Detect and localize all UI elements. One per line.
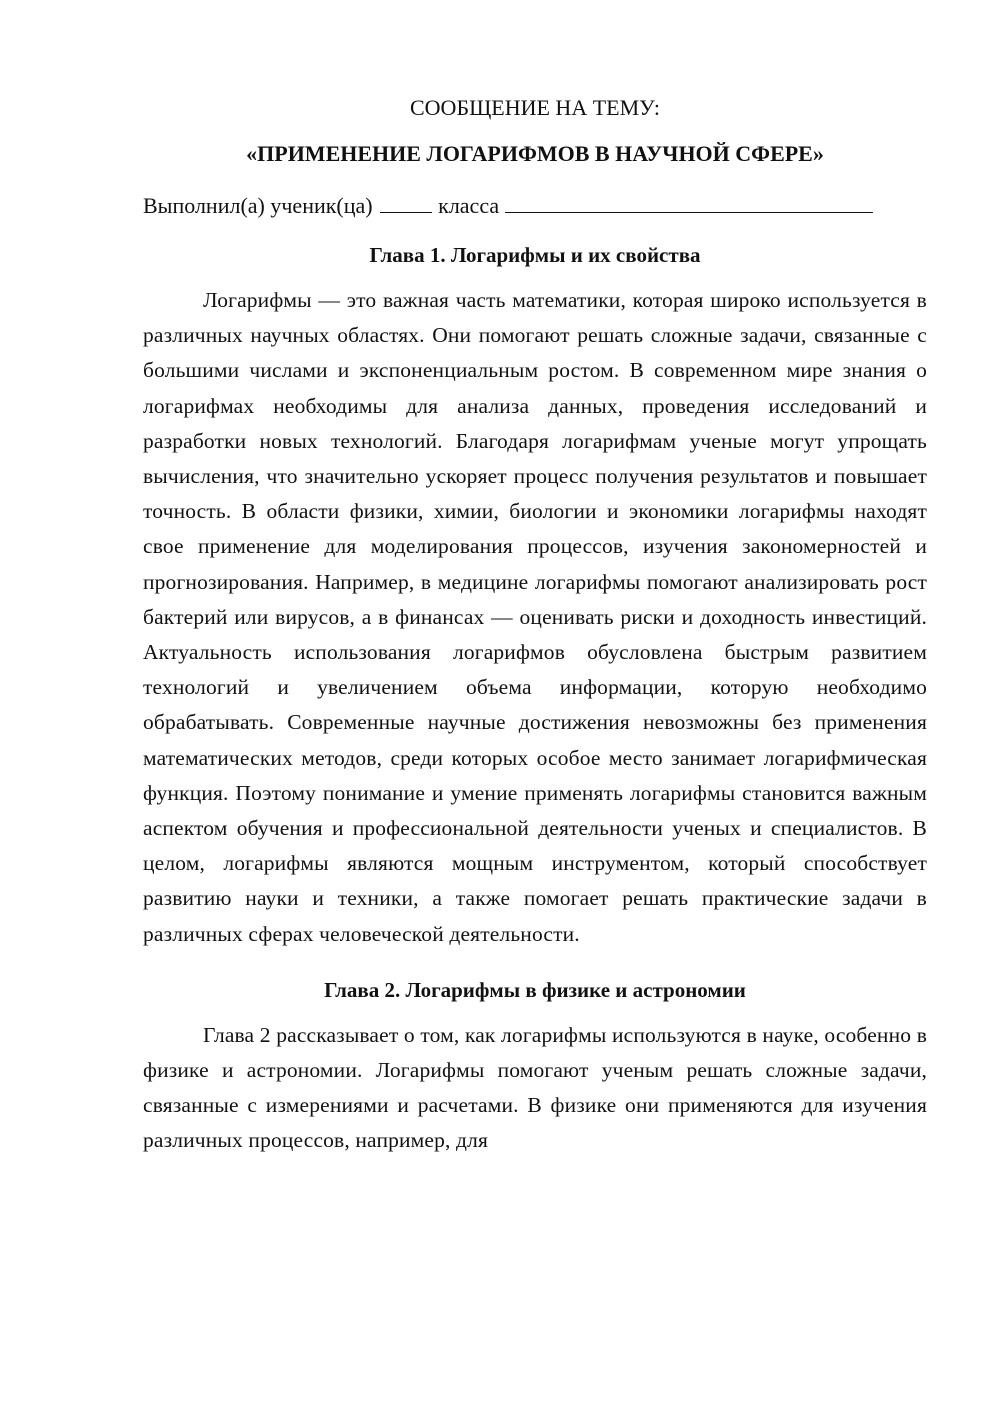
chapter-1-paragraph: Логарифмы — это важная часть математики, которая широко используется в различных научных областях. Они помогают решать сложные задачи, связанные с большими числами и экспоненциальным ростом. В современном мире знания о логарифмах необходимы для анализа данных, проведения исследований и разработки новых технологий. Благодаря логарифмам ученые могут упрощать вычисления, что значительно ускоряет процесс получения результатов и повышает точность. В области физики, химии, биологии и экономики логарифмы находят свое применение для моделирования процессов, изучения закономерностей и прогнозирования. Например, в медицине логарифмы помогают анализировать рост бактерий или вирусов, а в финансах — оценивать риски и доходность инвестиций. Актуальность использования логарифмов обусловлена быстрым развитием технологий и увеличением объема информации, которую необходимо обрабатывать. Современные научные достижения невозможны без применения математических методов, среди которых особое место занимает логарифмическая функция. Поэтому понимание и умение применять логарифмы становится важным аспектом обучения и профессиональной деятельности ученых и специалистов. В целом, логарифмы являются мощным инструментом, который способствует развитию науки и техники, а также помогает решать практические задачи в различных сферах человеческой деятельности.: [143, 288, 927, 946]
chapter-2-heading: Глава 2. Логарифмы в физике и астрономии: [324, 977, 746, 1002]
byline: [143, 188, 927, 223]
chapter-1-heading: Глава 1. Логарифмы и их свойства: [369, 243, 701, 267]
document-page: [143, 92, 927, 1159]
chapter-2-paragraph: Глава 2 рассказывает о том, как логарифмы используются в науке, особенно в физике и астрономии. Логарифмы помогают ученым решать сложные задачи, связанные с измерениями и расчетами. В физике они применяются для изучения различных процессов, например, для: [143, 1022, 927, 1153]
name-blank-field[interactable]: [505, 188, 873, 213]
document-title-line-1: СООБЩЕНИЕ НА ТЕМУ:: [410, 95, 660, 120]
grade-blank-field[interactable]: [380, 188, 432, 213]
byline-prefix: Выполнил(а) ученик(ца): [143, 193, 373, 218]
document-title-line-2: «ПРИМЕНЕНИЕ ЛОГАРИФМОВ В НАУЧНОЙ СФЕРЕ»: [246, 141, 824, 166]
byline-middle: класса: [438, 193, 500, 218]
